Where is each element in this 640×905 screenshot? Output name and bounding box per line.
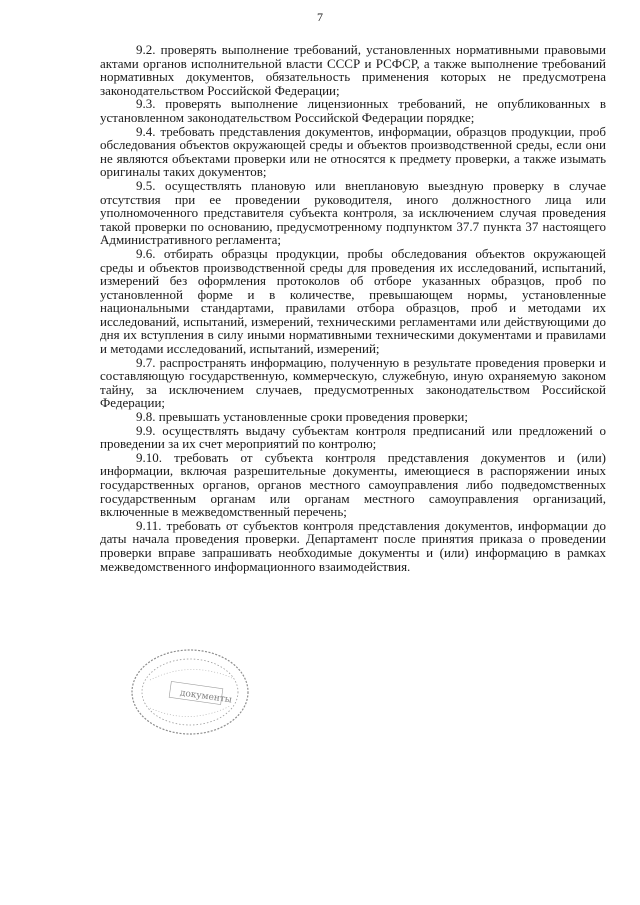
- paragraph-9-9: 9.9. осуществлять выдачу субъектам контроля предписаний или предложений о проведении за их счет мероприятий по контролю;: [100, 422, 606, 452]
- stamp-text: документы: [179, 688, 233, 706]
- document-body: [100, 43, 606, 573]
- paragraph-9-4: 9.4. требовать представления документов, информации, образцов продукции, проб обследования объектов окружающей среды и объектов производственной среды, если они не являются объектами проверки или не относятся к предмету проверки, а также изымать оригиналы таких документов;: [100, 123, 606, 180]
- paragraph-9-10: 9.10. требовать от субъекта контроля представления документов и (или) информации, включая разрешительные документы, имеющиеся в распоряжении иных государственных органов, органов местного самоуправления либо подведомственных государственным органам или органам местного самоуправления организаций, включенные в межведомственный перечень;: [100, 449, 606, 520]
- paragraph-9-2: 9.2. проверять выполнение требований, установленных нормативными правовыми актами органов исполнительной власти СССР и РСФСР, а также выполнение требований нормативных документов, обязательность применения которых не предусмотрена законодательством Российской Федерации;: [100, 42, 606, 98]
- paragraph-9-8: 9.8. превышать установленные сроки проведения проверки;: [136, 409, 468, 425]
- page-number: 7: [317, 10, 323, 24]
- paragraph-9-5: 9.5. осуществлять плановую или внеплановую выездную проверку в случае отсутствия при ее проведении руководителя, иного должностного лица или уполномоченного представителя субъекта контроля, за исключением случая проведения такой проверки по основанию, предусмотренному подпунктом 37.7 пункта 37 настоящего Административного регламента;: [100, 177, 606, 248]
- official-stamp: [120, 630, 270, 740]
- paragraph-9-11: 9.11. требовать от субъектов контроля представления документов, информации до даты начала проведения проверки. Департамент после принятия приказа о проведении проверки вправе запрашивать необходимые документы и (или) информацию в рамках межведомственного информационного взаимодействия.: [100, 517, 606, 574]
- paragraph-9-6: 9.6. отбирать образцы продукции, пробы обследования объектов окружающей среды и объектов производственной среды для проведения их исследований, испытаний, измерений без оформления протоколов об отборе указанных образцов, проб по установленной форме и в количестве, превышающем нормы, установленные национальными стандартами, правилами отбора образцов, проб и методами их исследований, испытаний, измерений, техническими регламентами или действующими до дня их вступления в силу иными нормативными техническими документами и правилами и методами исследований, испытаний, измерений;: [100, 245, 606, 357]
- paragraph-9-7: 9.7. распространять информацию, полученную в результате проведения проверки и составляющую государственную, коммерческую, служебную, иную охраняемую законом тайну, за исключением случаев, предусмотренных законодательством Российской Федерации;: [100, 354, 606, 411]
- paragraph-9-3: 9.3. проверять выполнение лицензионных требований, не опубликованных в установленном законодательством Российской Федерации порядке;: [100, 96, 606, 125]
